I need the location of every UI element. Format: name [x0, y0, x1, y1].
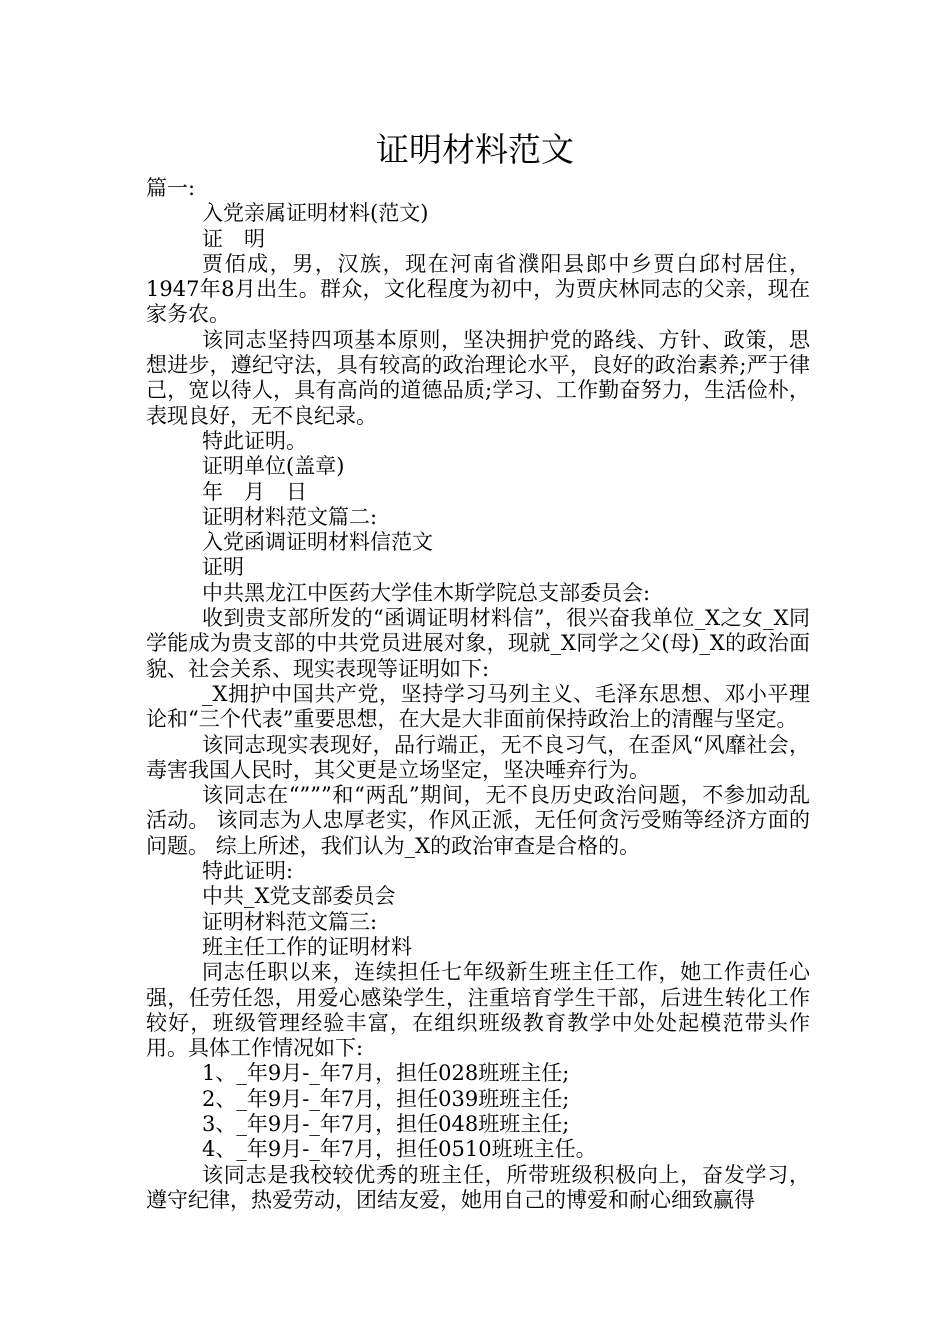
paragraph: 4、_年9月-_年7月，担任0510班班主任。: [202, 1137, 597, 1162]
paragraph: 该同志在“”””和“两乱”期间，无不良历史政治问题，不参加动乱活动。 该同志为人忠厚老实，作风正派，无任何贪污受贿等经济方面的问题。 综上所述，我们认为_X的政治审查是合格的。: [146, 783, 810, 858]
paragraph: 入党函调证明材料信范文: [202, 530, 433, 555]
paragraph: 1、_年9月-_年7月，担任028班班主任;: [202, 1061, 570, 1086]
paragraph: 同志任职以来，连续担任七年级新生班主任工作，她工作责任心强，任劳任怨，用爱心感染学生，注重培育学生干部，后进生转化工作较好，班级管理经验丰富，在组织班级教育教学中处处起模范带头作用。具体工作情况如下:: [146, 960, 810, 1061]
paragraph: 收到贵支部所发的“函调证明材料信”，很兴奋我单位_X之女_X同学能成为贵支部的中共党员进展对象，现就_X同学之父(母)_X的政治面貌、社会关系、现实表现等证明如下:: [146, 606, 810, 681]
paragraph: 该同志是我校较优秀的班主任，所带班级积极向上，奋发学习，遵守纪律，热爱劳动，团结友爱，她用自己的博爱和耐心细致赢得: [146, 1162, 810, 1212]
paragraph: 该同志现实表现好，品行端正，无不良习气，在歪风“风靡社会，毒害我国人民时，其父更是立场坚定，坚决唾弃行为。: [146, 732, 810, 782]
paragraph: 中共_X党支部委员会: [202, 884, 396, 909]
paragraph: 中共黑龙江中医药大学佳木斯学院总支部委员会:: [202, 580, 651, 605]
paragraph: 3、_年9月-_年7月，担任048班班主任;: [202, 1111, 570, 1136]
paragraph: 证 明: [202, 226, 265, 251]
paragraph: 篇一:: [146, 176, 196, 200]
document-body: [146, 176, 810, 1213]
paragraph: 特此证明:: [202, 859, 294, 884]
paragraph: 证明材料范文篇三:: [202, 909, 378, 934]
paragraph: 年 月 日: [202, 479, 307, 504]
paragraph: 入党亲属证明材料(范文): [202, 201, 429, 226]
paragraph: 2、_年9月-_年7月，担任039班班主任;: [202, 1086, 570, 1111]
paragraph: 该同志坚持四项基本原则，坚决拥护党的路线、方针、政策，思想进步，遵纪守法，具有较高的政治理论水平，良好的政治素养;严于律己，宽以待人，具有高尚的道德品质;学习、工作勤奋努力，生活俭朴，表现良好，无不良纪录。: [146, 327, 810, 428]
paragraph: 证明单位(盖章): [202, 454, 345, 479]
paragraph: _X拥护中国共产党，坚持学习马列主义、毛泽东思想、邓小平理论和“三个代表”重要思想，在大是大非面前保持政治上的清醒与坚定。: [146, 681, 810, 732]
paragraph: 证明材料范文篇二:: [202, 504, 378, 529]
paragraph: 证明: [202, 555, 244, 580]
paragraph: 特此证明。: [202, 428, 307, 453]
paragraph: 班主任工作的证明材料: [202, 934, 412, 959]
paragraph: 贾佰成，男，汉族，现在河南省濮阳县郎中乡贾白邱村居住，1947年8月出生。群众，文化程度为初中，为贾庆林同志的父亲，现在家务农。: [146, 251, 810, 327]
document-title: 证明材料范文: [376, 130, 574, 169]
